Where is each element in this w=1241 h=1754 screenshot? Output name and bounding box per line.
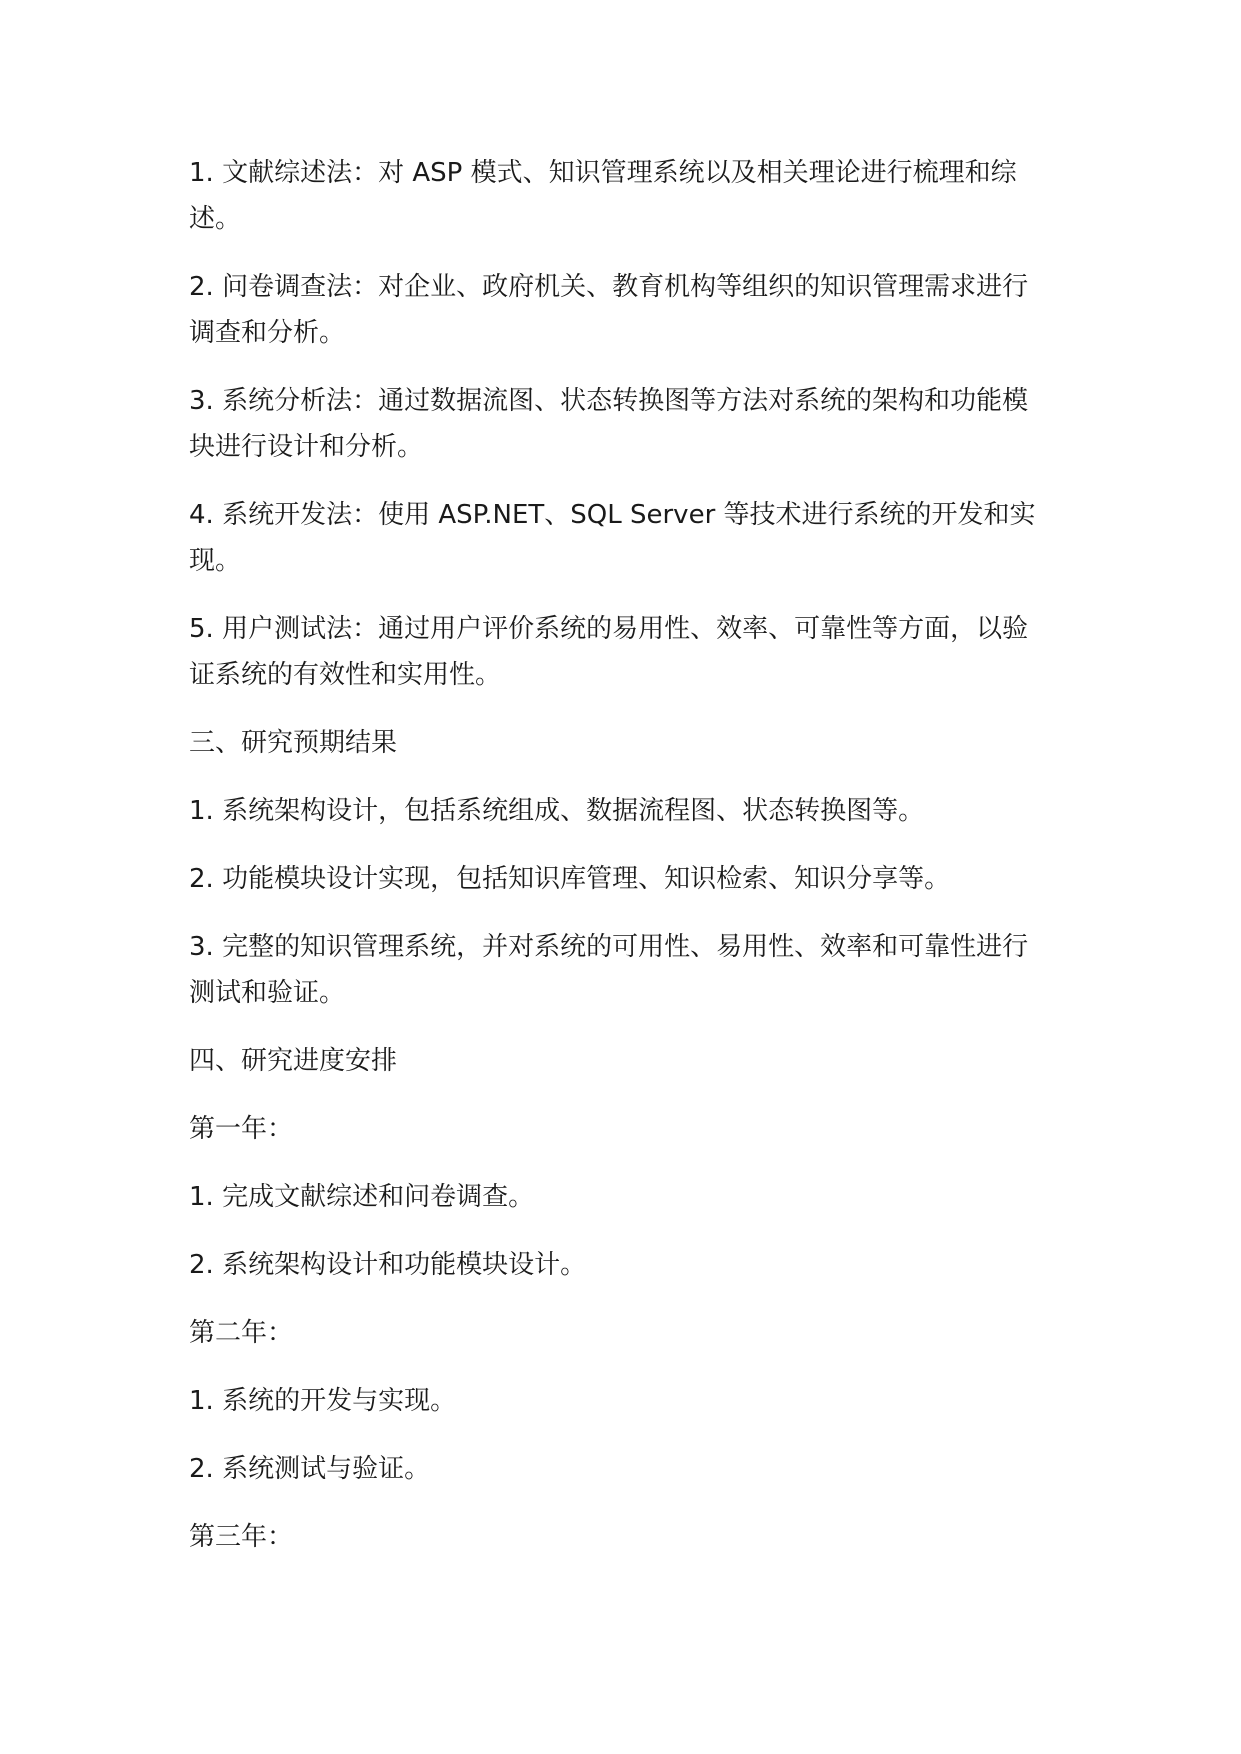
section-heading-expected-results: 三、研究预期结果	[189, 728, 398, 758]
schedule-year-one-item-1: 1. 完成文献综述和问卷调查。	[189, 1182, 535, 1212]
method-user-testing: 5. 用户测试法：通过用户评价系统的易用性、效率、可靠性等方面，以验证系统的有效性和实用性。	[189, 614, 1029, 690]
result-modules: 2. 功能模块设计实现，包括知识库管理、知识检索、知识分享等。	[189, 864, 951, 894]
method-system-analysis: 3. 系统分析法：通过数据流图、状态转换图等方法对系统的架构和功能模块进行设计和分析。	[189, 386, 1029, 462]
result-architecture: 1. 系统架构设计，包括系统组成、数据流程图、状态转换图等。	[189, 796, 925, 826]
schedule-year-two-label: 第二年：	[189, 1318, 294, 1348]
method-literature-review: 1. 文献综述法：对 ASP 模式、知识管理系统以及相关理论进行梳理和综述。	[189, 158, 1017, 234]
schedule-year-one-item-2: 2. 系统架构设计和功能模块设计。	[189, 1250, 587, 1280]
section-heading-schedule: 四、研究进度安排	[189, 1046, 398, 1076]
schedule-year-one-label: 第一年：	[189, 1114, 294, 1144]
schedule-year-two-item-1: 1. 系统的开发与实现。	[189, 1386, 457, 1416]
schedule-year-three-label: 第三年：	[189, 1522, 294, 1552]
result-complete-system: 3. 完整的知识管理系统，并对系统的可用性、易用性、效率和可靠性进行测试和验证。	[189, 932, 1029, 1008]
document-body	[189, 150, 1049, 1582]
method-system-development: 4. 系统开发法：使用 ASP.NET、SQL Server 等技术进行系统的开发和实现。	[189, 500, 1036, 576]
method-questionnaire: 2. 问卷调查法：对企业、政府机关、教育机构等组织的知识管理需求进行调查和分析。	[189, 272, 1029, 348]
schedule-year-two-item-2: 2. 系统测试与验证。	[189, 1454, 431, 1484]
